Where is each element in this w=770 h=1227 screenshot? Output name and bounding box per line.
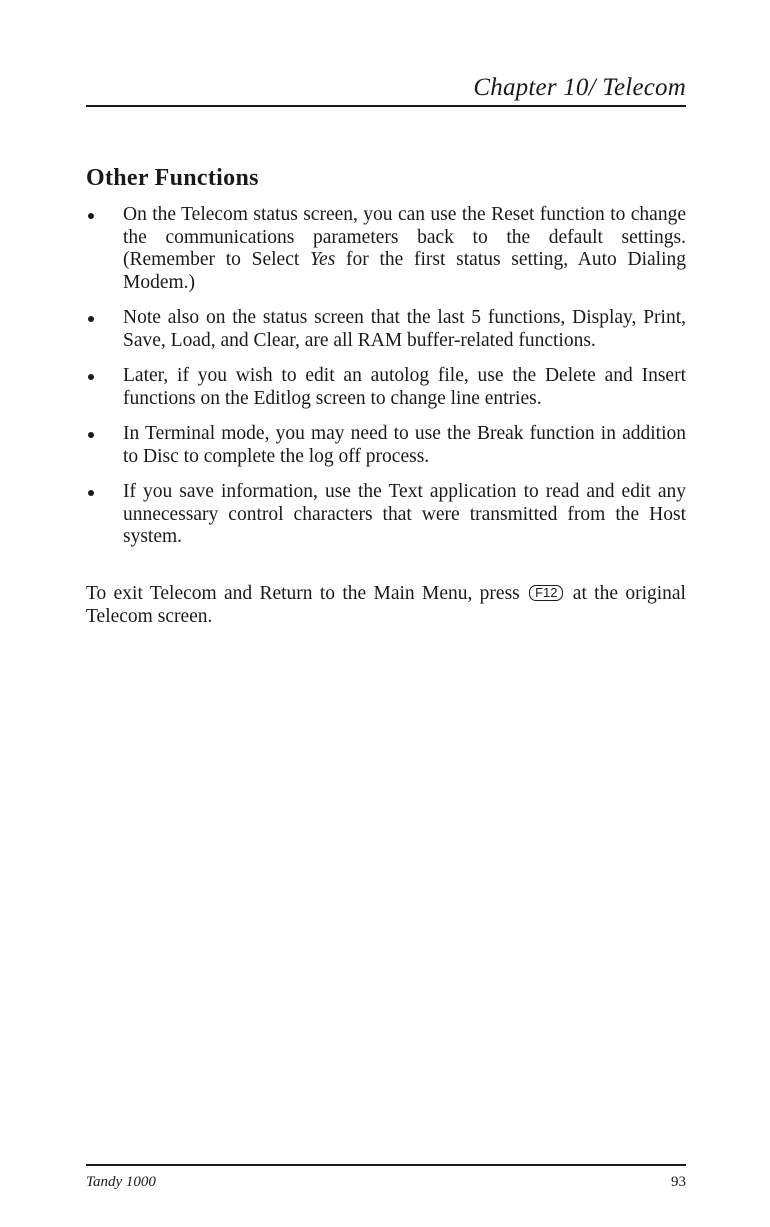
bullet-item-reset <box>86 204 686 294</box>
bullet-icon <box>88 213 94 219</box>
footer-rule <box>86 1164 686 1166</box>
bullet-text: In Terminal mode, you may need to use the Break function in addition to Disc to complete the log off process. <box>123 423 686 467</box>
bullet-icon <box>88 432 94 438</box>
bullet-item-autolog <box>86 365 686 410</box>
bullet-text: On the Telecom status screen, you can use the Reset function to change the communications parameters back to the default settings. (Remember to Select <box>123 204 686 270</box>
f12-key-icon: F12 <box>529 585 563 601</box>
bullet-item-save <box>86 481 686 549</box>
page-number: 93 <box>671 1174 686 1190</box>
bullet-list <box>86 204 686 562</box>
bullet-item-status-functions <box>86 307 686 352</box>
closing-text: To exit Telecom and Return to the Main Menu, press <box>86 583 528 604</box>
bullet-item-break <box>86 423 686 468</box>
bullet-icon <box>88 490 94 496</box>
footer-product: Tandy 1000 <box>86 1174 156 1190</box>
emphasis-text: Yes <box>310 249 336 270</box>
bullet-text: Later, if you wish to edit an autolog file, use the Delete and Insert functions on the Editlog screen to change line entries. <box>123 365 686 409</box>
closing-paragraph <box>86 583 686 628</box>
bullet-icon <box>88 316 94 322</box>
closing-text-continued: at the original Telecom screen. <box>86 583 686 627</box>
bullet-text: Note also on the status screen that the last 5 functions, Display, Print, Save, Load, and Clear, are all RAM buffer-related functions. <box>123 307 686 351</box>
section-heading: Other Functions <box>86 165 259 191</box>
chapter-title: Chapter 10/ Telecom <box>473 74 686 101</box>
bullet-icon <box>88 374 94 380</box>
page-header <box>86 74 686 104</box>
bullet-text: If you save information, use the Text application to read and edit any unnecessary control characters that were transmitted from the Host system. <box>123 481 686 547</box>
bullet-text-continued: for the first status setting, Auto Dialing Modem.) <box>123 249 686 293</box>
header-rule <box>86 105 686 107</box>
